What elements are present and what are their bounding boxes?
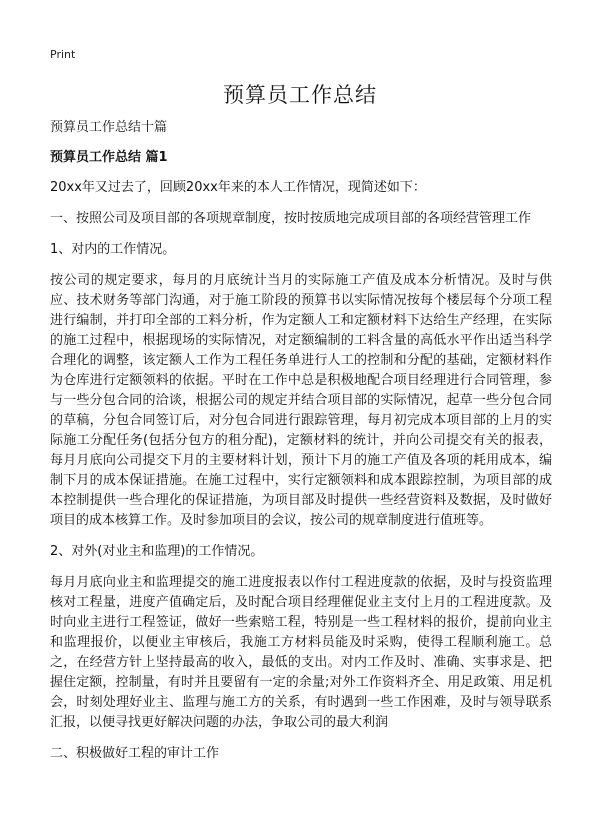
document-body xyxy=(50,118,552,764)
paragraph-external-heading: 2、对外(对业主和监理)的工作情况。 xyxy=(50,544,264,559)
paragraph-section-1: 一、按照公司及项目部的各项规章制度，按时按质地完成项目部的各项经营管理工作 xyxy=(50,211,532,226)
paragraph-internal-body: 按公司的规定要求，每月的月底统计当月的实际施工产值及成本分析情况。及时与供应、技术财务等部门沟通，对于施工阶段的预算书以实际情况按每个楼层每个分项工程进行编制，并打印全部的工料分析，作为定额人工和定额材料下达给生产经理，在实际的施工过程中，根据现场的实际情况，对定额编制的工料含量的高低水平作出适当科学合理化的调整，该定额人工作为工程任务单进行人工的控制和分配的基础，定额材料作为仓库进行定额领料的依据。平时在工作中总是积极地配合项目经理进行合同管理，参与一些分包合同的洽谈，根据公司的规定并结合项目部的实际情况，起草一些分包合同的草稿，分包合同签订后，对分包合同进行跟踪管理，每月初完成本项目部的上月的实际施工分配任务(包括分包方的租分配)，定额材料的统计，并向公司提交有关的报表，每月月底向公司提交下月的主要材料计划，预计下月的施工产值及各项的耗用成本，编制下月的成本保证措施。在施工过程中，实行定额领料和成本跟踪控制，为项目部的成本控制提供一些合理化的保证措施，为项目部及时提供一些经营资料及数据，及时做好项目的成本核算工作。及时参加项目的会议，按公司的规章制度进行值班等。 xyxy=(50,273,552,528)
section-heading: 预算员工作总结 篇1 xyxy=(50,150,168,165)
paragraph-external-body: 每月月底向业主和监理提交的施工进度报表以作付工程进度款的依据，及时与投资监理核对工程量，进度产值确定后，及时配合项目经理催促业主支付上月的工程进度款。及时向业主进行工程签证，做好一些索赔工程，特别是一些工程材料的报价，提前向业主和监理报价，以便业主审核后，我施工方材料员能及时采购，使得工程顺利施工。总之，在经营方针上坚持最高的收入，最低的支出。对内工作及时、准确、实事求是、把握住定额，控制量，有时并且要留有一定的余量;对外工作资料齐全、用足政策、用足机会，时刻处理好业主、监理与施工方的关系，有时遇到一些工作困难，及时与领导联系汇报，以便寻找更好解决问题的办法，争取公司的最大利润 xyxy=(50,575,552,730)
print-link[interactable]: Print xyxy=(50,48,76,61)
document-subtitle: 预算员工作总结十篇 xyxy=(50,120,168,135)
paragraph-intro: 20xx年又过去了，回顾20xx年来的本人工作情况，现简述如下： xyxy=(50,180,426,195)
paragraph-internal-heading: 1、对内的工作情况。 xyxy=(50,242,176,257)
document-title: 预算员工作总结 xyxy=(223,83,377,107)
paragraph-section-2: 二、积极做好工程的审计工作 xyxy=(50,746,220,761)
